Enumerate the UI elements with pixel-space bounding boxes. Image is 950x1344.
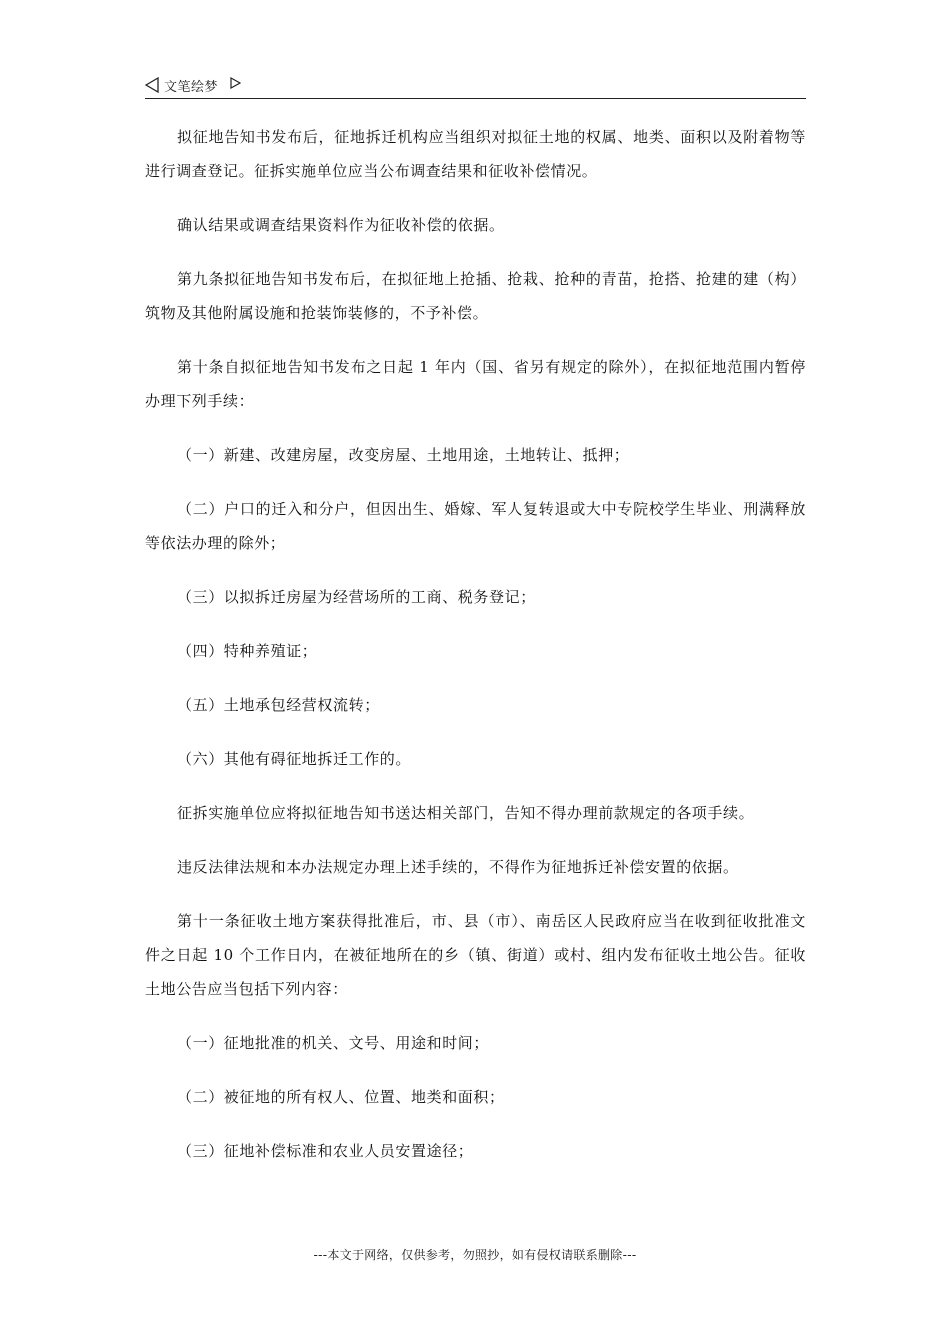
paragraph: 第十一条征收土地方案获得批准后，市、县（市）、南岳区人民政府应当在收到征收批准文件之日起 10 个工作日内，在被征地所在的乡（镇、街道）或村、组内发布征收土地公告。征收土地公告应当包括下列内容： xyxy=(145,912,806,998)
triangle-right-icon xyxy=(230,77,241,89)
list-item: （二）户口的迁入和分户，但因出生、婚嫁、军人复转退或大中专院校学生毕业、刑满释放等依法办理的除外； xyxy=(145,500,806,552)
list-item: （五）土地承包经营权流转； xyxy=(177,696,380,714)
list-item: （二）被征地的所有权人、位置、地类和面积； xyxy=(177,1088,505,1106)
page-header xyxy=(145,74,806,99)
paragraph: 第九条拟征地告知书发布后，在拟征地上抢插、抢栽、抢种的青苗，抢搭、抢建的建（构）筑物及其他附属设施和抢装饰装修的，不予补偿。 xyxy=(145,270,806,322)
paragraph: 违反法律法规和本办法规定办理上述手续的，不得作为征地拆迁补偿安置的依据。 xyxy=(177,858,739,876)
list-item: （四）特种养殖证； xyxy=(177,642,318,660)
list-item: （一）征地批准的机关、文号、用途和时间； xyxy=(177,1034,490,1052)
list-item: （一）新建、改建房屋，改变房屋、土地用途，土地转让、抵押； xyxy=(177,446,630,464)
paragraph: 第十条自拟征地告知书发布之日起 1 年内（国、省另有规定的除外），在拟征地范围内暂停办理下列手续： xyxy=(145,358,806,410)
list-item: （三）征地补偿标准和农业人员安置途径； xyxy=(177,1142,474,1160)
list-item: （六）其他有碍征地拆迁工作的。 xyxy=(177,750,412,768)
paragraph: 拟征地告知书发布后，征地拆迁机构应当组织对拟征土地的权属、地类、面积以及附着物等进行调查登记。征拆实施单位应当公布调查结果和征收补偿情况。 xyxy=(145,128,806,180)
paragraph: 确认结果或调查结果资料作为征收补偿的依据。 xyxy=(177,216,505,234)
header-brand: 文笔绘梦 xyxy=(164,80,219,95)
footer-notice: ---本文于网络，仅供参考，勿照抄，如有侵权请联系删除--- xyxy=(313,1248,637,1262)
list-item: （三）以拟拆迁房屋为经营场所的工商、税务登记； xyxy=(177,588,536,606)
triangle-left-icon xyxy=(145,77,159,93)
document-body xyxy=(145,120,806,1168)
paragraph: 征拆实施单位应将拟征地告知书送达相关部门，告知不得办理前款规定的各项手续。 xyxy=(177,804,755,822)
